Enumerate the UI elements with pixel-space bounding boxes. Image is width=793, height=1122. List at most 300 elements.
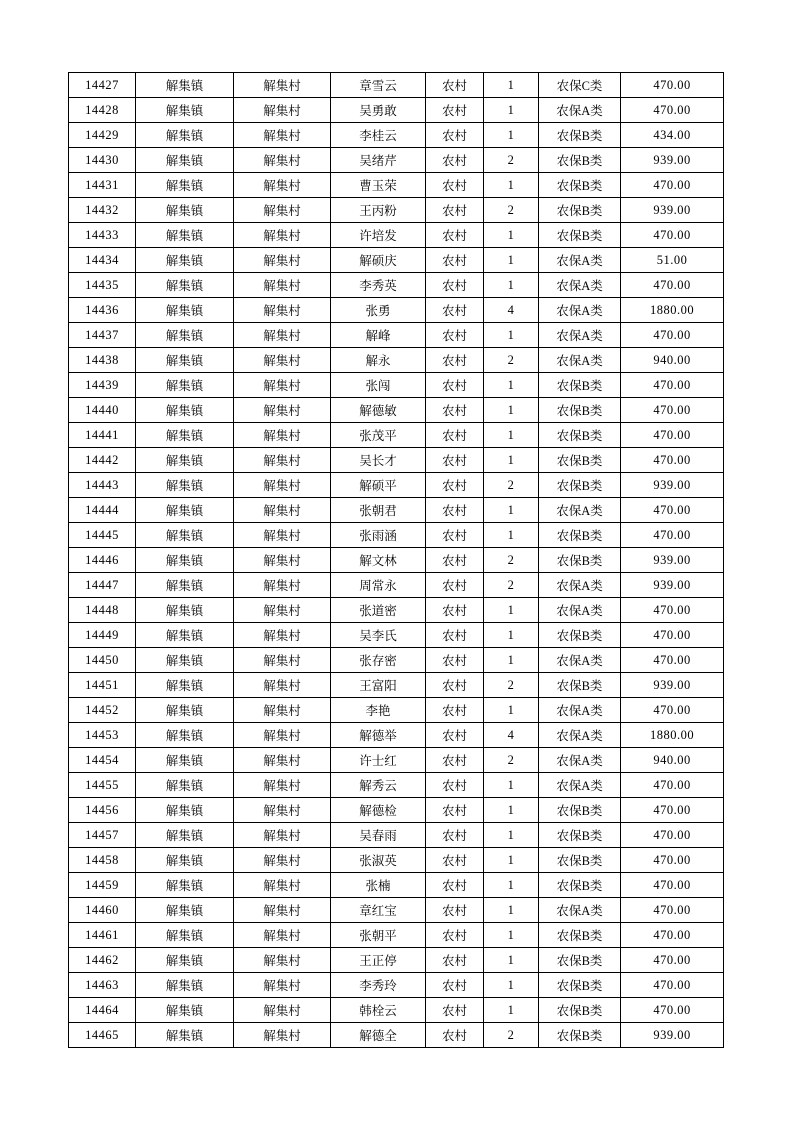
- cell-person-name: 解永: [331, 348, 426, 373]
- cell-person-name: 王正停: [331, 948, 426, 973]
- cell-residence-type: 农村: [426, 423, 484, 448]
- cell-person-name: 韩栓云: [331, 998, 426, 1023]
- cell-insurance-category: 农保B类: [539, 148, 621, 173]
- cell-town: 解集镇: [136, 448, 234, 473]
- cell-village: 解集村: [234, 1023, 331, 1048]
- table-row: [69, 548, 724, 573]
- cell-residence-type: 农村: [426, 648, 484, 673]
- cell-town: 解集镇: [136, 848, 234, 873]
- cell-person-name: 解硕平: [331, 473, 426, 498]
- cell-person-count: 2: [484, 348, 539, 373]
- cell-person-count: 1: [484, 923, 539, 948]
- cell-amount: 470.00: [621, 173, 724, 198]
- cell-village: 解集村: [234, 373, 331, 398]
- cell-residence-type: 农村: [426, 348, 484, 373]
- cell-person-count: 1: [484, 898, 539, 923]
- cell-person-name: 解德敏: [331, 398, 426, 423]
- table-row: [69, 148, 724, 173]
- cell-amount: 939.00: [621, 148, 724, 173]
- cell-amount: 470.00: [621, 648, 724, 673]
- table-row: [69, 898, 724, 923]
- cell-town: 解集镇: [136, 648, 234, 673]
- cell-village: 解集村: [234, 498, 331, 523]
- cell-village: 解集村: [234, 473, 331, 498]
- cell-insurance-category: 农保B类: [539, 923, 621, 948]
- cell-amount: 1880.00: [621, 723, 724, 748]
- cell-town: 解集镇: [136, 148, 234, 173]
- cell-amount: 939.00: [621, 1023, 724, 1048]
- cell-person-count: 1: [484, 598, 539, 623]
- cell-amount: 470.00: [621, 323, 724, 348]
- cell-person-count: 1: [484, 223, 539, 248]
- cell-person-count: 1: [484, 823, 539, 848]
- cell-town: 解集镇: [136, 123, 234, 148]
- cell-person-name: 张存密: [331, 648, 426, 673]
- cell-id: 14443: [69, 473, 136, 498]
- cell-insurance-category: 农保A类: [539, 648, 621, 673]
- cell-village: 解集村: [234, 973, 331, 998]
- cell-town: 解集镇: [136, 248, 234, 273]
- cell-residence-type: 农村: [426, 773, 484, 798]
- table-row: [69, 698, 724, 723]
- table-row: [69, 348, 724, 373]
- cell-amount: 939.00: [621, 573, 724, 598]
- cell-id: 14430: [69, 148, 136, 173]
- table-row: [69, 498, 724, 523]
- table-row: [69, 623, 724, 648]
- cell-village: 解集村: [234, 148, 331, 173]
- cell-person-name: 张楠: [331, 873, 426, 898]
- cell-id: 14464: [69, 998, 136, 1023]
- cell-id: 14461: [69, 923, 136, 948]
- table-row: [69, 848, 724, 873]
- cell-insurance-category: 农保B类: [539, 398, 621, 423]
- cell-residence-type: 农村: [426, 73, 484, 98]
- cell-town: 解集镇: [136, 573, 234, 598]
- cell-insurance-category: 农保A类: [539, 773, 621, 798]
- cell-person-name: 周常永: [331, 573, 426, 598]
- cell-insurance-category: 农保A类: [539, 898, 621, 923]
- cell-person-name: 张茂平: [331, 423, 426, 448]
- cell-town: 解集镇: [136, 98, 234, 123]
- cell-id: 14457: [69, 823, 136, 848]
- cell-residence-type: 农村: [426, 223, 484, 248]
- cell-id: 14437: [69, 323, 136, 348]
- cell-insurance-category: 农保B类: [539, 798, 621, 823]
- cell-id: 14453: [69, 723, 136, 748]
- cell-insurance-category: 农保A类: [539, 748, 621, 773]
- cell-residence-type: 农村: [426, 148, 484, 173]
- cell-village: 解集村: [234, 848, 331, 873]
- cell-town: 解集镇: [136, 923, 234, 948]
- cell-id: 14459: [69, 873, 136, 898]
- cell-residence-type: 农村: [426, 173, 484, 198]
- table-row: [69, 98, 724, 123]
- cell-residence-type: 农村: [426, 473, 484, 498]
- table-row: [69, 123, 724, 148]
- cell-village: 解集村: [234, 673, 331, 698]
- cell-village: 解集村: [234, 773, 331, 798]
- cell-insurance-category: 农保A类: [539, 298, 621, 323]
- cell-amount: 470.00: [621, 623, 724, 648]
- cell-residence-type: 农村: [426, 323, 484, 348]
- cell-id: 14448: [69, 598, 136, 623]
- cell-village: 解集村: [234, 623, 331, 648]
- cell-residence-type: 农村: [426, 298, 484, 323]
- cell-insurance-category: 农保B类: [539, 373, 621, 398]
- cell-residence-type: 农村: [426, 748, 484, 773]
- cell-id: 14436: [69, 298, 136, 323]
- cell-village: 解集村: [234, 898, 331, 923]
- cell-id: 14439: [69, 373, 136, 398]
- table-row: [69, 448, 724, 473]
- cell-insurance-category: 农保A类: [539, 723, 621, 748]
- cell-amount: 470.00: [621, 223, 724, 248]
- cell-amount: 470.00: [621, 923, 724, 948]
- cell-person-count: 1: [484, 398, 539, 423]
- cell-person-count: 2: [484, 1023, 539, 1048]
- cell-residence-type: 农村: [426, 948, 484, 973]
- cell-id: 14446: [69, 548, 136, 573]
- cell-person-count: 1: [484, 123, 539, 148]
- cell-person-name: 吴绪芹: [331, 148, 426, 173]
- cell-person-count: 1: [484, 948, 539, 973]
- cell-amount: 470.00: [621, 873, 724, 898]
- cell-village: 解集村: [234, 573, 331, 598]
- table-row: [69, 573, 724, 598]
- cell-person-count: 1: [484, 848, 539, 873]
- cell-id: 14431: [69, 173, 136, 198]
- cell-insurance-category: 农保C类: [539, 73, 621, 98]
- cell-person-count: 1: [484, 423, 539, 448]
- table-row: [69, 373, 724, 398]
- cell-amount: 939.00: [621, 198, 724, 223]
- cell-residence-type: 农村: [426, 923, 484, 948]
- cell-town: 解集镇: [136, 348, 234, 373]
- cell-amount: 470.00: [621, 898, 724, 923]
- cell-village: 解集村: [234, 173, 331, 198]
- cell-insurance-category: 农保B类: [539, 623, 621, 648]
- cell-village: 解集村: [234, 923, 331, 948]
- table-row: [69, 973, 724, 998]
- cell-person-count: 1: [484, 998, 539, 1023]
- cell-amount: 470.00: [621, 73, 724, 98]
- cell-residence-type: 农村: [426, 98, 484, 123]
- cell-insurance-category: 农保B类: [539, 473, 621, 498]
- cell-id: 14463: [69, 973, 136, 998]
- cell-person-name: 曹玉荣: [331, 173, 426, 198]
- table-row: [69, 473, 724, 498]
- table-row: [69, 948, 724, 973]
- cell-town: 解集镇: [136, 423, 234, 448]
- cell-town: 解集镇: [136, 323, 234, 348]
- cell-amount: 470.00: [621, 848, 724, 873]
- cell-village: 解集村: [234, 948, 331, 973]
- cell-amount: 470.00: [621, 823, 724, 848]
- cell-person-count: 1: [484, 973, 539, 998]
- cell-person-count: 2: [484, 198, 539, 223]
- cell-amount: 470.00: [621, 523, 724, 548]
- cell-town: 解集镇: [136, 773, 234, 798]
- cell-village: 解集村: [234, 323, 331, 348]
- cell-insurance-category: 农保B类: [539, 673, 621, 698]
- cell-town: 解集镇: [136, 548, 234, 573]
- cell-insurance-category: 农保B类: [539, 948, 621, 973]
- table-row: [69, 823, 724, 848]
- cell-town: 解集镇: [136, 398, 234, 423]
- table-row: [69, 648, 724, 673]
- cell-village: 解集村: [234, 523, 331, 548]
- cell-town: 解集镇: [136, 798, 234, 823]
- cell-id: 14451: [69, 673, 136, 698]
- cell-residence-type: 农村: [426, 973, 484, 998]
- cell-residence-type: 农村: [426, 798, 484, 823]
- records-table: [68, 72, 724, 1048]
- cell-id: 14441: [69, 423, 136, 448]
- cell-person-name: 解峰: [331, 323, 426, 348]
- cell-insurance-category: 农保B类: [539, 973, 621, 998]
- cell-residence-type: 农村: [426, 723, 484, 748]
- table-row: [69, 998, 724, 1023]
- cell-id: 14445: [69, 523, 136, 548]
- cell-town: 解集镇: [136, 948, 234, 973]
- cell-village: 解集村: [234, 598, 331, 623]
- cell-residence-type: 农村: [426, 623, 484, 648]
- cell-amount: 470.00: [621, 373, 724, 398]
- cell-village: 解集村: [234, 298, 331, 323]
- cell-insurance-category: 农保B类: [539, 123, 621, 148]
- cell-person-name: 解硕庆: [331, 248, 426, 273]
- cell-amount: 940.00: [621, 748, 724, 773]
- cell-town: 解集镇: [136, 748, 234, 773]
- cell-id: 14432: [69, 198, 136, 223]
- cell-village: 解集村: [234, 448, 331, 473]
- cell-amount: 470.00: [621, 948, 724, 973]
- cell-amount: 470.00: [621, 448, 724, 473]
- cell-town: 解集镇: [136, 698, 234, 723]
- cell-person-name: 张朝君: [331, 498, 426, 523]
- cell-id: 14458: [69, 848, 136, 873]
- cell-person-name: 李艳: [331, 698, 426, 723]
- cell-amount: 470.00: [621, 698, 724, 723]
- table-row: [69, 598, 724, 623]
- cell-amount: 470.00: [621, 273, 724, 298]
- cell-person-count: 1: [484, 523, 539, 548]
- cell-residence-type: 农村: [426, 898, 484, 923]
- cell-person-count: 4: [484, 298, 539, 323]
- cell-residence-type: 农村: [426, 573, 484, 598]
- cell-person-name: 张道密: [331, 598, 426, 623]
- cell-person-count: 1: [484, 173, 539, 198]
- cell-person-count: 1: [484, 873, 539, 898]
- table-row: [69, 398, 724, 423]
- cell-residence-type: 农村: [426, 498, 484, 523]
- table-row: [69, 248, 724, 273]
- cell-id: 14456: [69, 798, 136, 823]
- cell-amount: 470.00: [621, 798, 724, 823]
- cell-person-count: 1: [484, 623, 539, 648]
- cell-person-name: 吴春雨: [331, 823, 426, 848]
- cell-residence-type: 农村: [426, 198, 484, 223]
- cell-person-name: 吴李氏: [331, 623, 426, 648]
- cell-person-count: 1: [484, 323, 539, 348]
- cell-id: 14427: [69, 73, 136, 98]
- cell-residence-type: 农村: [426, 398, 484, 423]
- cell-residence-type: 农村: [426, 1023, 484, 1048]
- cell-insurance-category: 农保A类: [539, 323, 621, 348]
- cell-residence-type: 农村: [426, 823, 484, 848]
- cell-person-name: 张淑英: [331, 848, 426, 873]
- table-row: [69, 223, 724, 248]
- cell-insurance-category: 农保B类: [539, 198, 621, 223]
- cell-id: 14447: [69, 573, 136, 598]
- cell-town: 解集镇: [136, 498, 234, 523]
- cell-person-name: 章红宝: [331, 898, 426, 923]
- cell-person-count: 2: [484, 548, 539, 573]
- cell-person-name: 解德检: [331, 798, 426, 823]
- cell-person-count: 2: [484, 148, 539, 173]
- cell-person-name: 解文林: [331, 548, 426, 573]
- table-row: [69, 298, 724, 323]
- cell-amount: 470.00: [621, 498, 724, 523]
- cell-person-name: 李桂云: [331, 123, 426, 148]
- cell-person-name: 解德举: [331, 723, 426, 748]
- cell-person-name: 章雪云: [331, 73, 426, 98]
- cell-village: 解集村: [234, 73, 331, 98]
- cell-town: 解集镇: [136, 373, 234, 398]
- cell-insurance-category: 农保B类: [539, 223, 621, 248]
- cell-amount: 470.00: [621, 998, 724, 1023]
- cell-id: 14454: [69, 748, 136, 773]
- cell-insurance-category: 农保A类: [539, 248, 621, 273]
- cell-person-name: 张闯: [331, 373, 426, 398]
- table-row: [69, 723, 724, 748]
- cell-village: 解集村: [234, 123, 331, 148]
- cell-insurance-category: 农保B类: [539, 848, 621, 873]
- cell-residence-type: 农村: [426, 873, 484, 898]
- table-row: [69, 198, 724, 223]
- cell-insurance-category: 农保A类: [539, 98, 621, 123]
- cell-village: 解集村: [234, 723, 331, 748]
- table-row: [69, 273, 724, 298]
- cell-insurance-category: 农保B类: [539, 173, 621, 198]
- table-row: [69, 748, 724, 773]
- cell-id: 14460: [69, 898, 136, 923]
- cell-village: 解集村: [234, 748, 331, 773]
- cell-amount: 1880.00: [621, 298, 724, 323]
- cell-id: 14438: [69, 348, 136, 373]
- cell-amount: 939.00: [621, 673, 724, 698]
- cell-village: 解集村: [234, 698, 331, 723]
- cell-residence-type: 农村: [426, 448, 484, 473]
- cell-town: 解集镇: [136, 998, 234, 1023]
- cell-village: 解集村: [234, 223, 331, 248]
- cell-town: 解集镇: [136, 623, 234, 648]
- cell-id: 14429: [69, 123, 136, 148]
- cell-amount: 939.00: [621, 548, 724, 573]
- cell-id: 14455: [69, 773, 136, 798]
- cell-insurance-category: 农保B类: [539, 1023, 621, 1048]
- cell-person-count: 1: [484, 773, 539, 798]
- cell-insurance-category: 农保B类: [539, 873, 621, 898]
- table-row: [69, 323, 724, 348]
- table-row: [69, 923, 724, 948]
- cell-residence-type: 农村: [426, 673, 484, 698]
- cell-town: 解集镇: [136, 1023, 234, 1048]
- cell-person-name: 王丙粉: [331, 198, 426, 223]
- cell-person-count: 1: [484, 448, 539, 473]
- cell-amount: 434.00: [621, 123, 724, 148]
- cell-id: 14444: [69, 498, 136, 523]
- table-row: [69, 1023, 724, 1048]
- cell-village: 解集村: [234, 998, 331, 1023]
- table-row: [69, 73, 724, 98]
- cell-person-count: 1: [484, 648, 539, 673]
- cell-person-count: 1: [484, 498, 539, 523]
- cell-residence-type: 农村: [426, 598, 484, 623]
- cell-amount: 470.00: [621, 773, 724, 798]
- cell-insurance-category: 农保A类: [539, 498, 621, 523]
- cell-village: 解集村: [234, 798, 331, 823]
- cell-town: 解集镇: [136, 673, 234, 698]
- table-row: [69, 173, 724, 198]
- cell-village: 解集村: [234, 273, 331, 298]
- cell-town: 解集镇: [136, 298, 234, 323]
- cell-residence-type: 农村: [426, 848, 484, 873]
- cell-id: 14433: [69, 223, 136, 248]
- cell-town: 解集镇: [136, 473, 234, 498]
- cell-town: 解集镇: [136, 523, 234, 548]
- cell-village: 解集村: [234, 348, 331, 373]
- cell-village: 解集村: [234, 198, 331, 223]
- cell-amount: 470.00: [621, 98, 724, 123]
- cell-id: 14449: [69, 623, 136, 648]
- cell-residence-type: 农村: [426, 373, 484, 398]
- cell-person-name: 解德全: [331, 1023, 426, 1048]
- cell-person-name: 李秀英: [331, 273, 426, 298]
- cell-village: 解集村: [234, 98, 331, 123]
- cell-town: 解集镇: [136, 823, 234, 848]
- cell-residence-type: 农村: [426, 273, 484, 298]
- cell-town: 解集镇: [136, 898, 234, 923]
- cell-person-name: 张朝平: [331, 923, 426, 948]
- cell-amount: 470.00: [621, 598, 724, 623]
- cell-town: 解集镇: [136, 223, 234, 248]
- cell-village: 解集村: [234, 548, 331, 573]
- cell-insurance-category: 农保B类: [539, 998, 621, 1023]
- cell-id: 14450: [69, 648, 136, 673]
- table-row: [69, 798, 724, 823]
- cell-person-name: 吴长才: [331, 448, 426, 473]
- cell-id: 14440: [69, 398, 136, 423]
- cell-town: 解集镇: [136, 598, 234, 623]
- cell-person-name: 张勇: [331, 298, 426, 323]
- cell-insurance-category: 农保A类: [539, 273, 621, 298]
- cell-insurance-category: 农保B类: [539, 823, 621, 848]
- cell-person-name: 张雨涵: [331, 523, 426, 548]
- cell-person-count: 1: [484, 798, 539, 823]
- cell-amount: 940.00: [621, 348, 724, 373]
- cell-id: 14435: [69, 273, 136, 298]
- cell-insurance-category: 农保A类: [539, 598, 621, 623]
- cell-person-count: 2: [484, 573, 539, 598]
- cell-person-name: 王富阳: [331, 673, 426, 698]
- cell-person-count: 1: [484, 273, 539, 298]
- cell-town: 解集镇: [136, 273, 234, 298]
- cell-person-count: 2: [484, 473, 539, 498]
- cell-town: 解集镇: [136, 723, 234, 748]
- cell-town: 解集镇: [136, 173, 234, 198]
